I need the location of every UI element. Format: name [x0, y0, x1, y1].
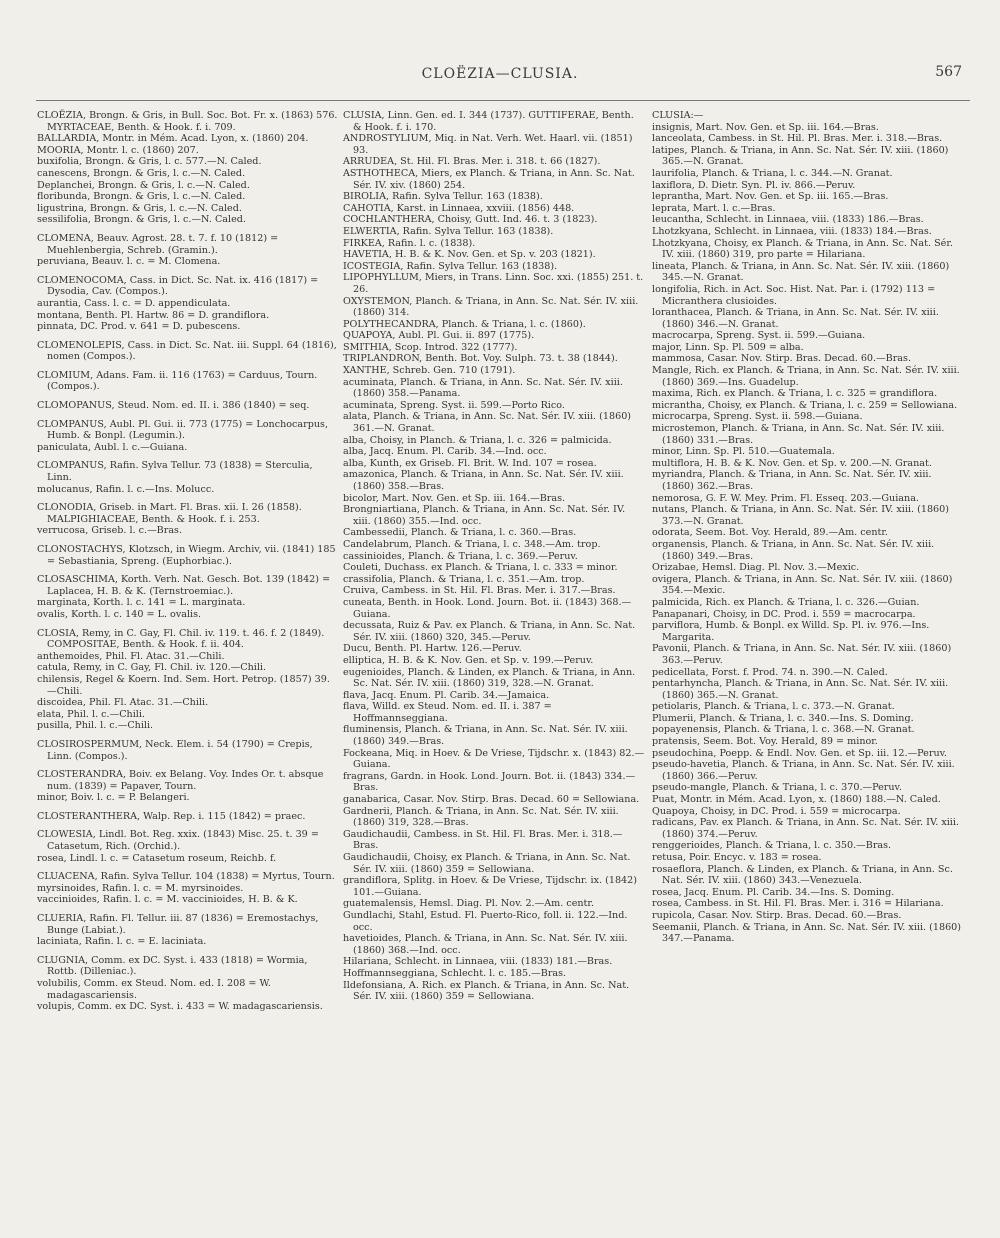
index-entry: vaccinioides, Rafin. l. c. = M. vaccinioides, H. B. & K. — [37, 894, 298, 906]
index-entry: acuminata, Spreng. Syst. ii. 599.—Porto Rico. — [343, 399, 565, 411]
index-entry: pusilla, Phil. l. c.—Chili. — [37, 720, 154, 732]
index-entry: CLOSIROSPERMUM, Neck. Elem. i. 54 (1790) = Crepis, Linn. (Compos.). — [37, 738, 313, 762]
index-entry: Plumerii, Planch. & Triana, l. c. 340.—Ins. S. Doming. — [652, 712, 914, 724]
index-entry: loranthacea, Planch. & Triana, in Ann. Sc. Nat. Sér. IV. xiii. (1860) 346.—N. Granat. — [652, 307, 939, 330]
index-entry: verrucosa, Griseb. l. c.—Bras. — [37, 525, 183, 537]
index-entry: rosea, Jacq. Enum. Pl. Carib. 34.—Ins. S. Doming. — [652, 886, 895, 898]
index-entry: floribunda, Brongn. & Gris, l. c.—N. Caled. — [37, 191, 246, 203]
index-entry: organensis, Planch. & Triana, in Ann. Sc. Nat. Sér. IV. xiii. (1860) 349.—Bras. — [652, 538, 935, 562]
index-entry: nemorosa, G. F. W. Mey. Prim. Fl. Esseq. 203.—Guiana. — [652, 492, 919, 504]
index-entry: CLONODIA, Griseb. in Mart. Fl. Bras. xii. I. 26 (1858). MALPIGHIACEAE, Benth. & Hook. f. i. 253. — [37, 502, 302, 525]
index-entry: Ducu, Benth. Pl. Hartw. 126.—Peruv. — [343, 643, 522, 655]
index-entry: CLOSASCHIMA, Korth. Verh. Nat. Gesch. Bot. 139 (1842) = Laplacea, H. B. & K. (Ternstroemiac.). — [37, 574, 331, 597]
index-entry: CLOMENOCOMA, Cass. in Dict. Sc. Nat. ix. 416 (1817) = Dysodia, Cav. (Compos.). — [37, 274, 319, 298]
index-entry: rupicola, Casar. Nov. Stirp. Bras. Decad. 60.—Bras. — [652, 909, 902, 921]
index-entry: longifolia, Rich. in Act. Soc. Hist. Nat. Par. i. (1792) 113 = Micranthera clusioides. — [652, 283, 936, 307]
index-entry: pedicellata, Forst. f. Prod. 74. n. 390.—N. Caled. — [652, 666, 888, 678]
index-entry: fragrans, Gardn. in Hook. Lond. Journ. Bot. ii. (1843) 334.—Bras. — [343, 770, 636, 794]
index-entry: CLOSIA, Remy, in C. Gay, Fl. Chil. iv. 119. t. 46. f. 2 (1849). COMPOSITAE, Benth. & Hook. f. ii. 404. — [37, 627, 325, 651]
index-entry: ligustrina, Brongn. & Gris, l. c.—N. Caled. — [37, 202, 242, 214]
index-entry: Fockeana, Miq. in Hoev. & De Vriese, Tijdschr. x. (1843) 82.—Guiana. — [343, 747, 645, 771]
index-entry: alba, Kunth, ex Griseb. Fl. Brit. W. Ind. 107 = rosea. — [343, 457, 597, 469]
index-entry: Cambessedii, Planch. & Triana, l. c. 360.—Bras. — [343, 527, 577, 539]
index-entry: ANDROSTYLIUM, Miq. in Nat. Verh. Wet. Haarl. vii. (1851) 93. — [343, 133, 633, 156]
index-entry: aurantia, Cass. l. c. = D. appendiculata. — [37, 297, 231, 309]
index-entry: ELWERTIA, Rafin. Sylva Tellur. 163 (1838). — [343, 225, 554, 237]
index-entry: chilensis, Regel & Koern. Ind. Sem. Hort. Petrop. (1857) 39.—Chili. — [37, 673, 330, 697]
index-entry: Gaudichaudii, Choisy, ex Planch. & Triana, in Ann. Sc. Nat. Sér. IV. xiii. (1860) 359 = Sellowiana. — [343, 852, 631, 875]
index-entry: pseudo-mangle, Planch. & Triana, l. c. 370.—Peruv. — [652, 782, 902, 794]
index-entry: pseudochina, Poepp. & Endl. Nov. Gen. et Sp. iii. 12.—Peruv. — [652, 747, 947, 759]
index-entry: flava, Jacq. Enum. Pl. Carib. 34.—Jamaica. — [343, 689, 550, 701]
index-entry: CLUACENA, Rafin. Sylva Tellur. 104 (1838) = Myrtus, Tourn. — [37, 871, 335, 883]
index-entry: CLOMIUM, Adans. Fam. ii. 116 (1763) = Carduus, Tourn. (Compos.). — [37, 369, 318, 393]
index-entry: parviflora, Humb. & Bonpl. ex Willd. Sp. Pl. iv. 976.—Ins. Margarita. — [652, 620, 930, 643]
index-entry: molucanus, Rafin. l. c.—Ins. Molucc. — [37, 483, 215, 495]
index-entry: ARRUDEA, St. Hil. Fl. Bras. Mer. i. 318. t. 66 (1827). — [343, 156, 601, 168]
index-entry: buxifolia, Brongn. & Gris, l. c. 577.—N. Caled. — [37, 156, 262, 168]
index-entry: Couleti, Duchass. ex Planch. & Triana, l. c. 333 = minor. — [343, 562, 618, 574]
index-entry: Cruiva, Cambess. in St. Hil. Fl. Bras. Mer. i. 317.—Bras. — [343, 585, 616, 597]
index-entry: palmicida, Rich. ex Planch. & Triana, l. c. 326.—Guian. — [652, 596, 920, 608]
index-entry: latipes, Planch. & Triana, in Ann. Sc. Nat. Sér. IV. xiii. (1860) 365.—N. Granat. — [652, 144, 949, 168]
index-entry: leucantha, Schlecht. in Linnaea, viii. (1833) 186.—Bras. — [652, 214, 924, 226]
index-entry: paniculata, Aubl. l. c.—Guiana. — [37, 441, 188, 453]
index-entry: ICOSTEGIA, Rafin. Sylva Tellur. 163 (1838). — [343, 260, 558, 272]
index-entry: LIPOPHYLLUM, Miers, in Trans. Linn. Soc. xxi. (1855) 251. t. 26. — [343, 272, 644, 295]
index-entry: CLOMOPANUS, Steud. Nom. ed. II. i. 386 (1840) = seq. — [37, 400, 310, 412]
index-entry: pratensis, Seem. Bot. Voy. Herald, 89 = minor. — [652, 736, 878, 748]
page-header — [0, 66, 1000, 92]
index-entry: maxima, Rich. ex Planch. & Triana, l. c. 325 = grandiflora. — [652, 388, 938, 400]
index-entry: volubilis, Comm. ex Steud. Nom. ed. I. 208 = W. madagascariensis. — [37, 978, 271, 1001]
index-entry: catula, Remy, in C. Gay, Fl. Chil. iv. 120.—Chili. — [37, 662, 267, 674]
index-entry: Gundlachi, Stahl, Estud. Fl. Puerto-Rico, foll. ii. 122.—Ind. occ. — [343, 909, 628, 933]
index-entry: acuminata, Planch. & Triana, in Ann. Sc. Nat. Sér. IV. xiii. (1860) 358.—Panama. — [343, 376, 623, 400]
index-entry: lanceolata, Cambess. in St. Hil. Pl. Bras. Mer. i. 318.—Bras. — [652, 133, 943, 145]
index-entry: Hoffmannseggiana, Schlecht. l. c. 185.—Bras. — [343, 967, 567, 979]
index-entry: CLOMENA, Beauv. Agrost. 28. t. 7. f. 10 (1812) = Muehlenbergia, Schreb. (Gramin.). — [37, 232, 279, 256]
index-entry: HAVETIA, H. B. & K. Nov. Gen. et Sp. v. 203 (1821). — [343, 249, 596, 261]
index-entry: multiflora, H. B. & K. Nov. Gen. et Sp. v. 200.—N. Granat. — [652, 457, 932, 469]
index-entry: volupis, Comm. ex DC. Syst. i. 433 = W. madagascariensis. — [37, 1001, 323, 1013]
index-entry: Mangle, Rich. ex Planch. & Triana, in Ann. Sc. Nat. Sér. IV. xiii. (1860) 369.—Ins. Guadelup. — [652, 365, 960, 388]
index-entry: CLUSIA, Linn. Gen. ed. I. 344 (1737). GUTTIFERAE, Benth. & Hook. f. i. 170. — [343, 110, 634, 133]
index-entry: SMITHIA, Scop. Introd. 322 (1777). — [343, 341, 518, 353]
index-entry: laciniata, Rafin. l. c. = E. laciniata. — [37, 936, 207, 948]
index-entry: popayenensis, Planch. & Triana, l. c. 368.—N. Granat. — [652, 724, 915, 736]
index-entry: Hilariana, Schlecht. in Linnaea, viii. (1833) 181.—Bras. — [343, 956, 613, 968]
index-entry: BIROLIA, Rafin. Sylva Tellur. 163 (1838). — [343, 191, 543, 203]
index-entry: mammosa, Casar. Nov. Stirp. Bras. Decad. 60.—Bras. — [652, 353, 911, 365]
index-entry: flava, Willd. ex Steud. Nom. ed. II. i. 387 = Hoffmannseggiana. — [343, 701, 552, 724]
index-entry: ganabarica, Casar. Nov. Stirp. Bras. Decad. 60 = Sellowiana. — [343, 794, 640, 806]
index-entry: rosaeflora, Planch. & Linden, ex Planch. & Triana, in Ann. Sc. Nat. Sér. IV. xiii. (1860) 343.—Venezuela. — [652, 863, 953, 887]
index-entry: CLONOSTACHYS, Klotzsch, in Wiegm. Archiv, vii. (1841) 185 = Sebastiania, Spreng. (Euphorbiac.). — [37, 544, 336, 567]
index-entry: CLOSTERANTHERA, Walp. Rep. i. 115 (1842) = praec. — [37, 810, 306, 822]
index-entry: discoidea, Phil. Fl. Atac. 31.—Chili. — [37, 697, 209, 709]
index-entry: POLYTHECANDRA, Planch. & Triana, l. c. (1860). — [343, 318, 586, 330]
index-entry: CAHOTIA, Karst. in Linnaea, xxviii. (1856) 448. — [343, 202, 575, 214]
index-entry: pseudo-havetia, Planch. & Triana, in Ann. Sc. Nat. Sér. IV. xiii. (1860) 366.—Peruv. — [652, 759, 955, 782]
index-entry: COCHLANTHERA, Choisy, Gutt. Ind. 46. t. 3 (1823). — [343, 214, 598, 226]
index-entry: crassifolia, Planch. & Triana, l. c. 351.—Am. trop. — [343, 573, 585, 585]
index-entry: Lhotzkyana, Choisy, ex Planch. & Triana, in Ann. Sc. Nat. Sér. IV. xiii. (1860) 319, pro parte = Hilariana. — [652, 237, 953, 261]
index-entry: elliptica, H. B. & K. Nov. Gen. et Sp. v. 199.—Peruv. — [343, 654, 594, 666]
index-entry: Panapanari, Choisy, in DC. Prod. i. 559 = macrocarpa. — [652, 608, 916, 620]
index-entry: FIRKEA, Rafin. l. c. (1838). — [343, 237, 476, 249]
index-entry: OXYSTEMON, Planch. & Triana, in Ann. Sc. Nat. Sér. IV. xiii. (1860) 314. — [343, 295, 639, 319]
index-entry: Deplanchei, Brongn. & Gris, l. c.—N. Caled. — [37, 179, 250, 191]
index-entry: Orizabae, Hemsl. Diag. Pl. Nov. 3.—Mexic. — [652, 562, 860, 574]
index-entry: retusa, Poir. Encyc. v. 183 = rosea. — [652, 852, 822, 863]
index-entry: Candelabrum, Planch. & Triana, l. c. 348.—Am. trop. — [343, 538, 601, 550]
index-entry: microstemon, Planch. & Triana, in Ann. Sc. Nat. Sér. IV. xiii. (1860) 331.—Bras. — [652, 423, 945, 446]
index-entry: alata, Planch. & Triana, in Ann. Sc. Nat. Sér. IV. xiii. (1860) 361.—N. Granat. — [343, 411, 632, 435]
index-entry: elata, Phil. l. c.—Chili. — [37, 708, 145, 720]
index-entry: CLUSIA:— — [652, 110, 704, 121]
index-entry: cuneata, Benth. in Hook. Lond. Journ. Bot. ii. (1843) 368.—Guiana. — [343, 596, 632, 620]
index-entry: laxiflora, D. Dietr. Syn. Pl. iv. 866.—Peruv. — [652, 179, 856, 191]
index-entry: rosea, Cambess. in St. Hil. Fl. Bras. Mer. i. 316 = Hilariana. — [652, 898, 944, 910]
index-entry: laurifolia, Planch. & Triana, l. c. 344.—N. Granat. — [652, 167, 893, 179]
index-entry: XANTHE, Schreb. Gen. 710 (1791). — [343, 365, 516, 377]
index-entry: micrantha, Choisy, ex Planch. & Triana, l. c. 259 = Sellowiana. — [652, 399, 958, 411]
index-entry: odorata, Seem. Bot. Voy. Herald, 89.—Am. centr. — [652, 527, 888, 539]
running-title: CLOËZIA—CLUSIA. — [421, 66, 579, 82]
index-entry: CLUGNIA, Comm. ex DC. Syst. i. 433 (1818) = Wormia, Rottb. (Dilleniac.). — [37, 954, 308, 978]
page-number: 567 — [935, 64, 962, 80]
index-entry: CLOMPANUS, Rafin. Sylva Tellur. 73 (1838) = Sterculia, Linn. — [37, 460, 313, 484]
index-entry: leprantha, Mart. Nov. Gen. et Sp. iii. 165.—Bras. — [652, 191, 889, 203]
index-entry: Gaudichaudii, Cambess. in St. Hil. Fl. Bras. Mer. i. 318.—Bras. — [343, 828, 623, 852]
index-entry: montana, Benth. Pl. Hartw. 86 = D. grandiflora. — [37, 309, 270, 321]
index-entry: amazonica, Planch. & Triana, in Ann. Sc. Nat. Sér. IV. xiii. (1860) 358.—Bras. — [343, 469, 624, 492]
header-rule — [36, 100, 970, 101]
index-entry: CLOMENOLEPIS, Cass. in Dict. Sc. Nat. iii. Suppl. 64 (1816), nomen (Compos.). — [37, 339, 337, 363]
index-entry: major, Linn. Sp. Pl. 509 = alba. — [652, 341, 804, 353]
index-entry: pinnata, DC. Prod. v. 641 = D. pubescens. — [37, 321, 241, 333]
index-entry: TRIPLANDRON, Benth. Bot. Voy. Sulph. 73. t. 38 (1844). — [343, 353, 618, 365]
index-entry: ovigera, Planch. & Triana, in Ann. Sc. Nat. Sér. IV. xiii. (1860) 354.—Mexic. — [652, 573, 953, 597]
index-entry: alba, Choisy, in Planch. & Triana, l. c. 326 = palmicida. — [343, 434, 612, 446]
index-entry: cassinioides, Planch. & Triana, l. c. 369.—Peruv. — [343, 550, 578, 562]
index-entry: Gardnerii, Planch. & Triana, in Ann. Sc. Nat. Sér. IV. xiii. (1860) 319, 328.—Bras. — [343, 805, 619, 829]
index-entry: insignis, Mart. Nov. Gen. et Sp. iii. 164.—Bras. — [652, 121, 879, 133]
index-entry: renggerioides, Planch. & Triana, l. c. 350.—Bras. — [652, 840, 892, 852]
index-entry: eugenioides, Planch. & Linden, ex Planch. & Triana, in Ann. Sc. Nat. Sér. IV. xiii. (1860) 319, 328.—N. Granat. — [343, 666, 636, 690]
index-entry: canescens, Brongn. & Gris, l. c.—N. Caled. — [37, 167, 246, 179]
index-entry: QUAPOYA, Aubl. Pl. Gui. ii. 897 (1775). — [343, 330, 535, 342]
index-entry: ovalis, Korth. l. c. 140 = L. ovalis. — [37, 608, 202, 620]
index-entry: Ildefonsiana, A. Rich. ex Planch. & Triana, in Ann. Sc. Nat. Sér. IV. xiii. (1860) 359 = Sellowiana. — [343, 979, 630, 1003]
index-entry: myriandra, Planch. & Triana, in Ann. Sc. Nat. Sér. IV. xiii. (1860) 362.—Bras. — [652, 469, 932, 492]
index-entry: Lhotzkyana, Schlecht. in Linnaea, viii. (1833) 184.—Bras. — [652, 225, 932, 237]
index-entry: CLOËZIA, Brongn. & Gris, in Bull. Soc. Bot. Fr. x. (1863) 576. MYRTACEAE, Benth. & Hook. f. i. 709. — [37, 110, 338, 133]
column-1 — [37, 110, 339, 1013]
index-entry: CLOSTERANDRA, Boiv. ex Belang. Voy. Indes Or. t. absque num. (1839) = Papaver, Tourn. — [37, 769, 324, 792]
index-entry: alba, Jacq. Enum. Pl. Carib. 34.—Ind. occ. — [343, 446, 547, 458]
index-entry: Quapoya, Choisy, in DC. Prod. i. 559 = microcarpa. — [652, 805, 901, 817]
index-entry: guatemalensis, Hemsl. Diag. Pl. Nov. 2.—Am. centr. — [343, 898, 594, 910]
index-entry: marginata, Korth. l. c. 141 = L. marginata. — [37, 597, 246, 609]
index-entry: CLUERIA, Rafin. Fl. Tellur. iii. 87 (1836) = Eremostachys, Bunge (Labiat.). — [37, 913, 319, 936]
index-entry: decussata, Ruiz & Pav. ex Planch. & Triana, in Ann. Sc. Nat. Sér. IV. xiii. (1860) 320, 345.—Peruv. — [343, 620, 636, 643]
index-entry: CLOMPANUS, Aubl. Pl. Gui. ii. 773 (1775) = Lonchocarpus, Humb. & Bonpl. (Legumin.). — [37, 418, 329, 442]
index-entry: Brongniartiana, Planch. & Triana, in Ann. Sc. Nat. Sér. IV. xiii. (1860) 355.—Ind. occ. — [343, 504, 626, 527]
index-entry: Pavonii, Planch. & Triana, in Ann. Sc. Nat. Sér. IV. xiii. (1860) 363.—Peruv. — [652, 643, 952, 666]
index-entry: CLOWESIA, Lindl. Bot. Reg. xxix. (1843) Misc. 25. t. 39 = Catasetum, Rich. (Orchid.). — [37, 829, 319, 853]
index-entry: fluminensis, Planch. & Triana, in Ann. Sc. Nat. Sér. IV. xiii. (1860) 349.—Bras. — [343, 724, 628, 748]
index-entry: myrsinoides, Rafin. l. c. = M. myrsinoides. — [37, 882, 244, 894]
index-entry: MOORIA, Montr. l. c. (1860) 207. — [37, 144, 199, 156]
index-entry: pentarhyncha, Planch. & Triana, in Ann. Sc. Nat. Sér. IV. xiii. (1860) 365.—N. Granat. — [652, 678, 949, 701]
index-entry: sessilifolia, Brongn. & Gris, l. c.—N. Caled. — [37, 214, 246, 226]
index-entry: grandiflora, Splitg. in Hoev. & De Vriese, Tijdschr. ix. (1842) 101.—Guiana. — [343, 875, 637, 898]
index-entry: Puat, Montr. in Mém. Acad. Lyon, x. (1860) 188.—N. Caled. — [652, 794, 941, 806]
index-entry: macrocarpa, Spreng. Syst. ii. 599.—Guiana. — [652, 330, 866, 342]
index-entry: petiolaris, Planch. & Triana, l. c. 373.—N. Granat. — [652, 701, 895, 713]
index-entry: peruviana, Beauv. l. c. = M. Clomena. — [37, 256, 221, 268]
column-3 — [652, 110, 962, 945]
index-entry: radicans, Pav. ex Planch. & Triana, in Ann. Sc. Nat. Sér. IV. xiii. (1860) 374.—Peruv. — [652, 817, 959, 840]
index-entry: minor, Linn. Sp. Pl. 510.—Guatemala. — [652, 446, 835, 458]
index-entry: rosea, Lindl. l. c. = Catasetum roseum, Reichb. f. — [37, 852, 277, 864]
index-entry: bicolor, Mart. Nov. Gen. et Sp. iii. 164.—Bras. — [343, 492, 566, 504]
index-entry: microcarpa, Spreng. Syst. ii. 598.—Guiana. — [652, 411, 863, 423]
index-entry: leprata, Mart. l. c.—Bras. — [652, 202, 776, 214]
column-2 — [343, 110, 645, 1003]
index-entry: nutans, Planch. & Triana, in Ann. Sc. Nat. Sér. IV. xiii. (1860) 373.—N. Granat. — [652, 504, 949, 527]
index-entry: minor, Boiv. l. c. = P. Belangeri. — [37, 792, 190, 804]
index-entry: lineata, Planch. & Triana, in Ann. Sc. Nat. Sér. IV. xiii. (1860) 345.—N. Granat. — [652, 260, 950, 284]
index-entry: BALLARDIA, Montr. in Mém. Acad. Lyon, x. (1860) 204. — [37, 133, 309, 145]
index-entry: Seemanii, Planch. & Triana, in Ann. Sc. Nat. Sér. IV. xiii. (1860) 347.—Panama. — [652, 921, 962, 945]
index-entry: havetioides, Planch. & Triana, in Ann. Sc. Nat. Sér. IV. xiii. (1860) 368.—Ind. occ. — [343, 933, 628, 956]
index-entry: ASTHOTHECA, Miers, ex Planch. & Triana, in Ann. Sc. Nat. Sér. IV. xiv. (1860) 254. — [343, 167, 635, 191]
index-entry: anthemoides, Phil. Fl. Atac. 31.—Chili. — [37, 650, 225, 662]
